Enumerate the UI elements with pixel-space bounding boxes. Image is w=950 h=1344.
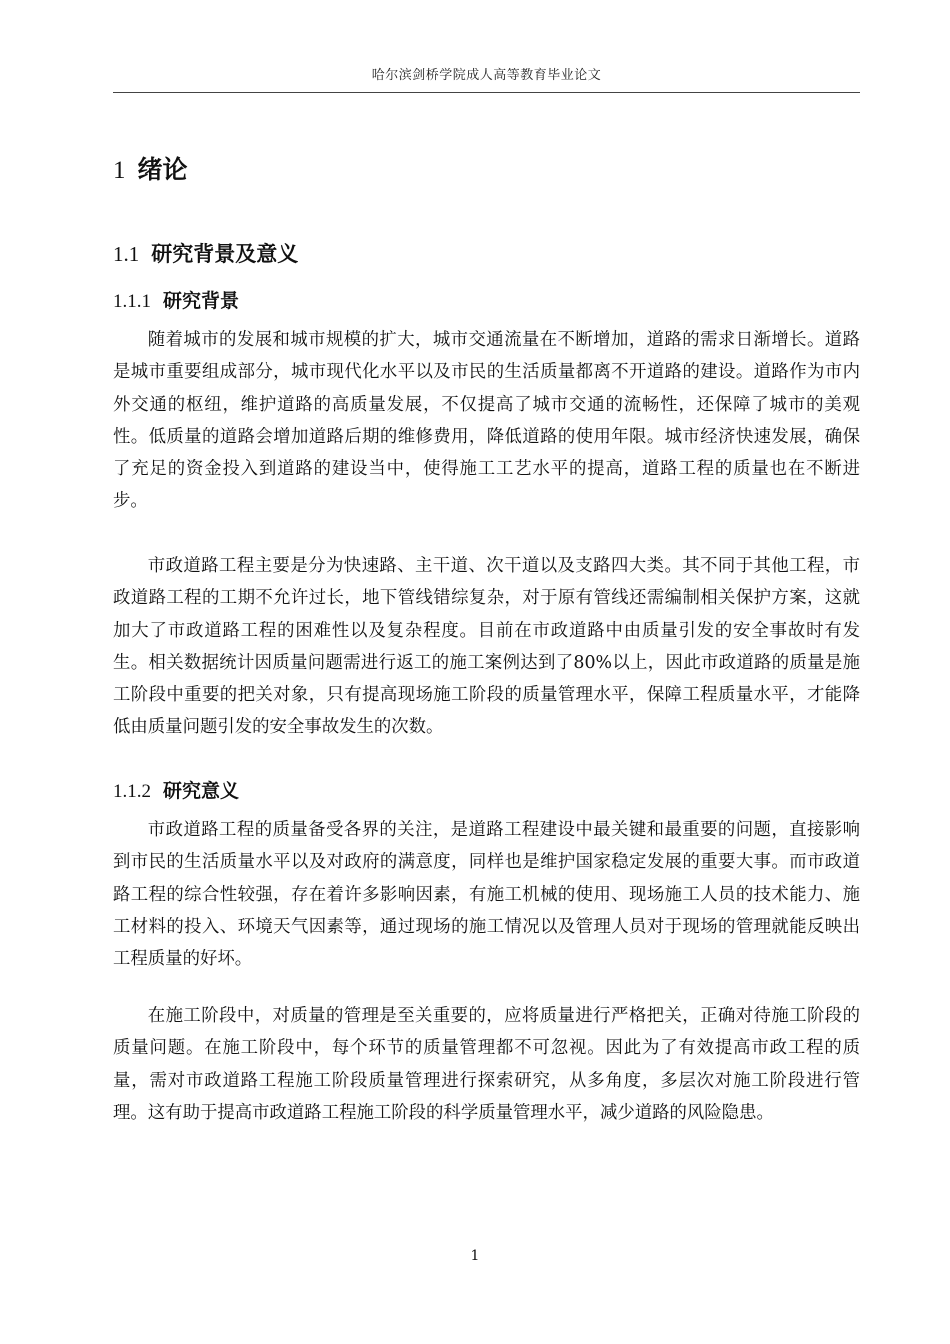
subsection-number: 1.1.2 [113, 781, 151, 802]
paragraph: 在施工阶段中，对质量的管理是至关重要的，应将质量进行严格把关，正确对待施工阶段的质量问题。在施工阶段中，每个环节的质量管理都不可忽视。因此为了有效提高市政工程的质量，需对市政道路工程施工阶段质量管理进行探索研究，从多角度，多层次对施工阶段进行管理。这有助于提高市政道路工程施工阶段的科学质量管理水平，减少道路的风险隐患。 [113, 1006, 860, 1123]
paragraph: 随着城市的发展和城市规模的扩大，城市交通流量在不断增加，道路的需求日渐增长。道路是城市重要组成部分，城市现代化水平以及市民的生活质量都离不开道路的建设。道路作为市内外交通的枢纽，维护道路的高质量发展，不仅提高了城市交通的流畅性，还保障了城市的美观性。低质量的道路会增加道路后期的维修费用，降低道路的使用年限。城市经济快速发展，确保了充足的资金投入到道路的建设当中，使得施工工艺水平的提高，道路工程的质量也在不断进步。 [113, 330, 860, 512]
header-rule [113, 92, 860, 93]
paragraph: 市政道路工程主要是分为快速路、主干道、次干道以及支路四大类。其不同于其他工程，市政道路工程的工期不允许过长，地下管线错综复杂，对于原有管线还需编制相关保护方案，这就加大了市政道路工程的困难性以及复杂程度。目前在市政道路中由质量引发的安全事故时有发生。相关数据统计因质量问题需进行返工的施工案例达到了80%以上，因此市政道路的质量是施工阶段中重要的把关对象，只有提高现场施工阶段的质量管理水平，保障工程质量水平，才能降低由质量问题引发的安全事故发生的次数。 [113, 556, 860, 738]
chapter-title: 绪论 [137, 155, 188, 184]
subsection-heading-significance [113, 776, 239, 803]
chapter-number: 1 [113, 157, 126, 184]
page-number: 1 [470, 1248, 480, 1264]
subsection-heading-background [113, 286, 239, 313]
subsection-title: 研究背景 [163, 290, 240, 312]
running-header: 哈尔滨剑桥学院成人高等教育毕业论文 [371, 68, 602, 83]
section-number: 1.1 [113, 242, 140, 266]
subsection-number: 1.1.1 [113, 291, 151, 312]
subsection-title: 研究意义 [163, 780, 240, 802]
section-heading [113, 238, 298, 268]
paragraph: 市政道路工程的质量备受各界的关注，是道路工程建设中最关键和最重要的问题，直接影响到市民的生活质量水平以及对政府的满意度，同样也是维护国家稳定发展的重要大事。而市政道路工程的综合性较强，存在着许多影响因素，有施工机械的使用、现场施工人员的技术能力、施工材料的投入、环境天气因素等，通过现场的施工情况以及管理人员对于现场的管理就能反映出工程质量的好坏。 [113, 820, 860, 970]
chapter-heading [113, 150, 188, 186]
section-title: 研究背景及意义 [151, 242, 299, 266]
